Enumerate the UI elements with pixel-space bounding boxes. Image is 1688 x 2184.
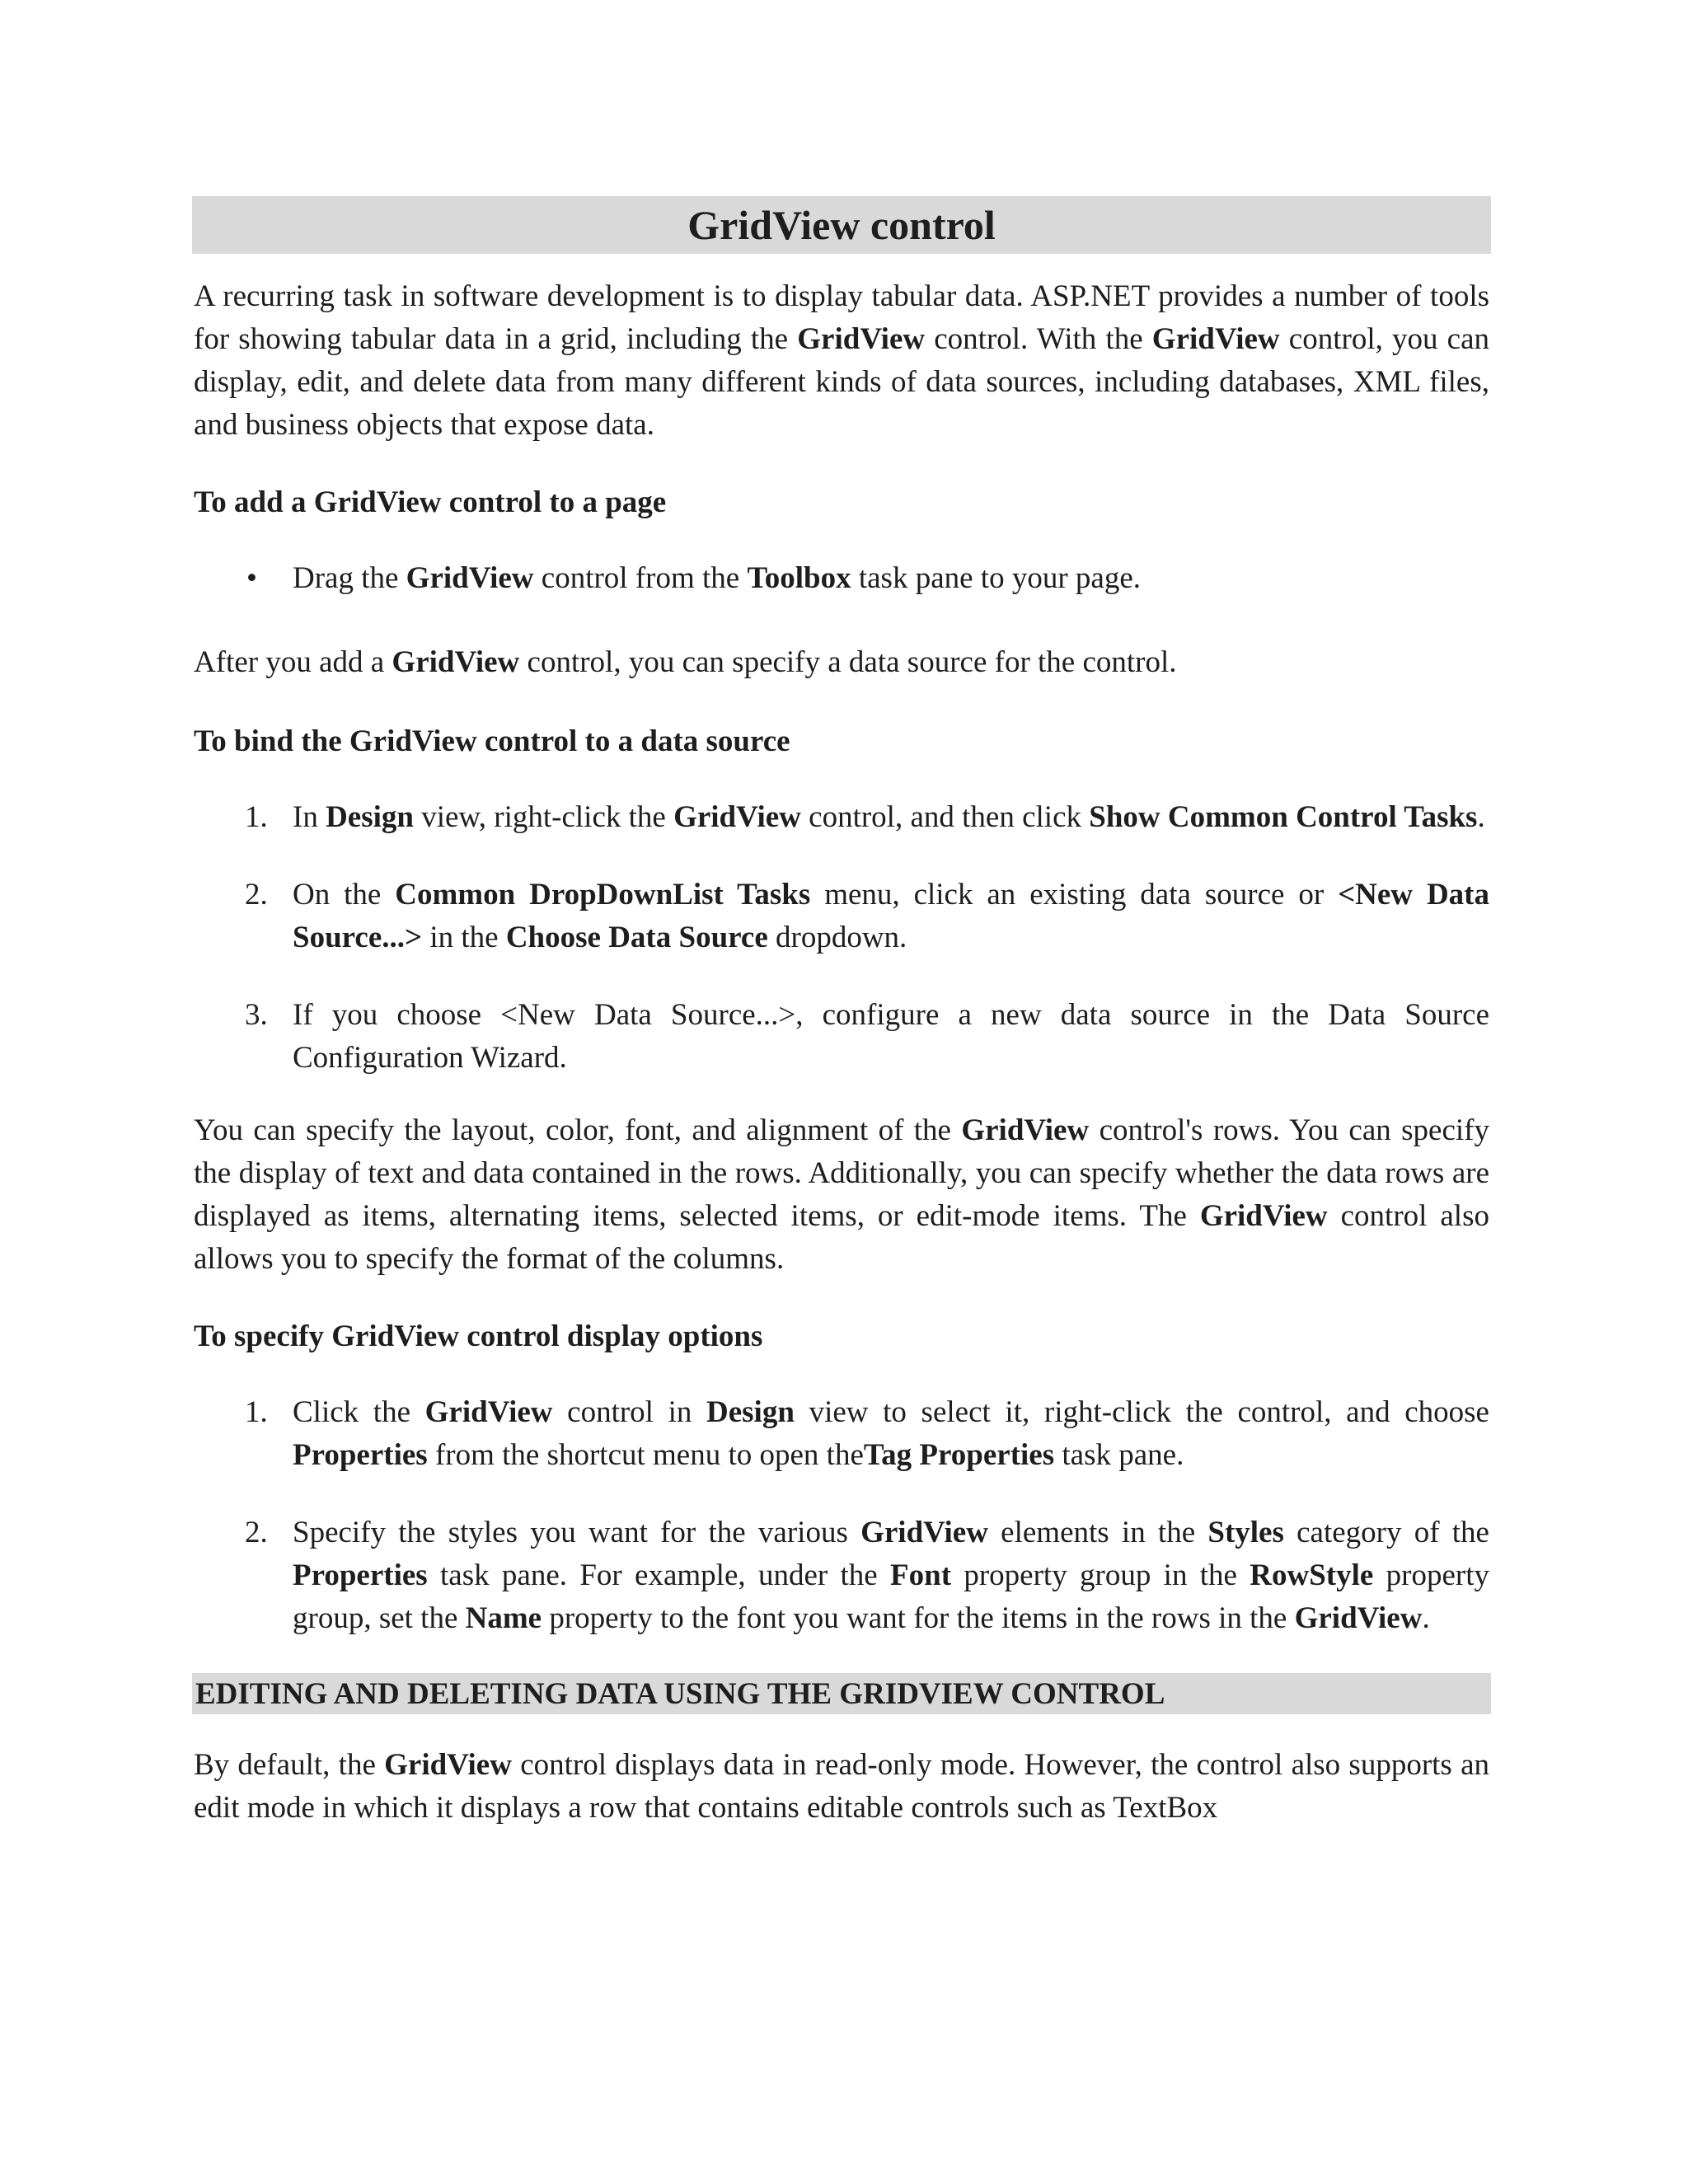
- step-text: Specify the styles you want for the various GridView elements in the Styles category of the Properties task pane. For example, under the Font property group in the RowStyle property group, set the Name property to the font you want for the items in the rows in the GridView.: [293, 1516, 1489, 1635]
- bullet-text: Drag the GridView control from the Toolbox task pane to your page.: [293, 561, 1141, 595]
- section-bar: [192, 1673, 1491, 1714]
- step-number: 2.: [245, 878, 268, 912]
- bold-term: Toolbox: [747, 561, 851, 595]
- bold-term: Design: [706, 1395, 795, 1429]
- bind-heading: To bind the GridView control to a data source: [194, 724, 790, 758]
- intro-paragraph: A recurring task in software development is to display tabular data. ASP.NET provides a number of tools for showing tabular data in a grid, including the GridView control. With the GridView control, you can display, edit, and delete data from many different kinds of data sources, including databases, XML files, and business objects that expose data.: [194, 279, 1489, 442]
- list-item: [194, 1391, 1489, 1477]
- display-steps-list: [194, 1391, 1489, 1640]
- bold-term: Properties: [293, 1558, 428, 1592]
- bullet-icon: •: [246, 561, 257, 595]
- editing-paragraph: By default, the GridView control displays data in read-only mode. However, the control also supports an edit mode in which it displays a row that contains editable controls such as TextBox: [194, 1748, 1490, 1825]
- layout-paragraph: You can specify the layout, color, font, and alignment of the GridView control's rows. You can specify the display of text and data contained in the rows. Additionally, you can specify whether the data rows are displayed as items, alternating items, selected items, or edit-mode items. The GridView control also allows you to specify the format of the columns.: [194, 1113, 1489, 1276]
- bold-term: Show Common Control Tasks: [1089, 800, 1478, 834]
- title-bar: [192, 196, 1491, 254]
- bold-term: GridView: [673, 800, 801, 834]
- step-number: 2.: [245, 1516, 268, 1549]
- bold-term: GridView: [797, 322, 926, 356]
- list-item: [194, 796, 1489, 839]
- bold-term: GridView: [961, 1113, 1090, 1147]
- bold-term: Name: [465, 1601, 542, 1635]
- display-options-heading: To specify GridView control display options: [194, 1319, 763, 1353]
- bold-term: <New Data Source...>: [293, 878, 1489, 954]
- list-item: [194, 994, 1489, 1080]
- bold-term: Choose Data Source: [505, 921, 768, 954]
- step-number: 1.: [245, 1395, 268, 1429]
- bold-term: Tag Properties: [863, 1438, 1055, 1472]
- after-add-paragraph: After you add a GridView control, you can specify a data source for the control.: [194, 645, 1177, 679]
- bold-term: GridView: [424, 1395, 553, 1429]
- bold-term: Properties: [293, 1438, 428, 1472]
- add-control-list: [194, 557, 1489, 600]
- bold-term: Font: [890, 1558, 952, 1592]
- bold-term: GridView: [1199, 1199, 1328, 1233]
- step-number: 1.: [245, 800, 268, 834]
- bold-term: GridView: [406, 561, 534, 595]
- bold-term: Design: [326, 800, 414, 834]
- bind-steps-list: [194, 796, 1489, 1080]
- bold-term: GridView: [1294, 1601, 1423, 1635]
- list-item: [194, 1511, 1489, 1640]
- section-heading: EDITING AND DELETING DATA USING THE GRIDVIEW CONTROL: [195, 1676, 1165, 1711]
- bold-term: Styles: [1207, 1516, 1284, 1549]
- add-control-heading: To add a GridView control to a page: [194, 485, 667, 519]
- bold-term: Common DropDownList Tasks: [395, 878, 811, 912]
- step-text: On the Common DropDownList Tasks menu, click an existing data source or <New Data Source...> in the Choose Data Source dropdown.: [293, 878, 1489, 954]
- list-item: [194, 557, 1489, 600]
- list-item: [194, 874, 1489, 959]
- bold-term: GridView: [860, 1516, 988, 1549]
- bold-term: RowStyle: [1250, 1558, 1374, 1592]
- bold-term: GridView: [384, 1748, 512, 1782]
- page-title: GridView control: [687, 202, 996, 248]
- step-text: In Design view, right-click the GridView control, and then click Show Common Control Tasks.: [293, 800, 1485, 834]
- bold-term: GridView: [1151, 322, 1280, 356]
- bold-term: GridView: [392, 645, 520, 679]
- step-text: If you choose <New Data Source...>, configure a new data source in the Data Source Configuration Wizard.: [293, 998, 1489, 1075]
- document-content: [194, 196, 1489, 1830]
- step-number: 3.: [245, 998, 268, 1032]
- step-text: Click the GridView control in Design view to select it, right-click the control, and choose Properties from the shortcut menu to open theTag Properties task pane.: [293, 1395, 1489, 1472]
